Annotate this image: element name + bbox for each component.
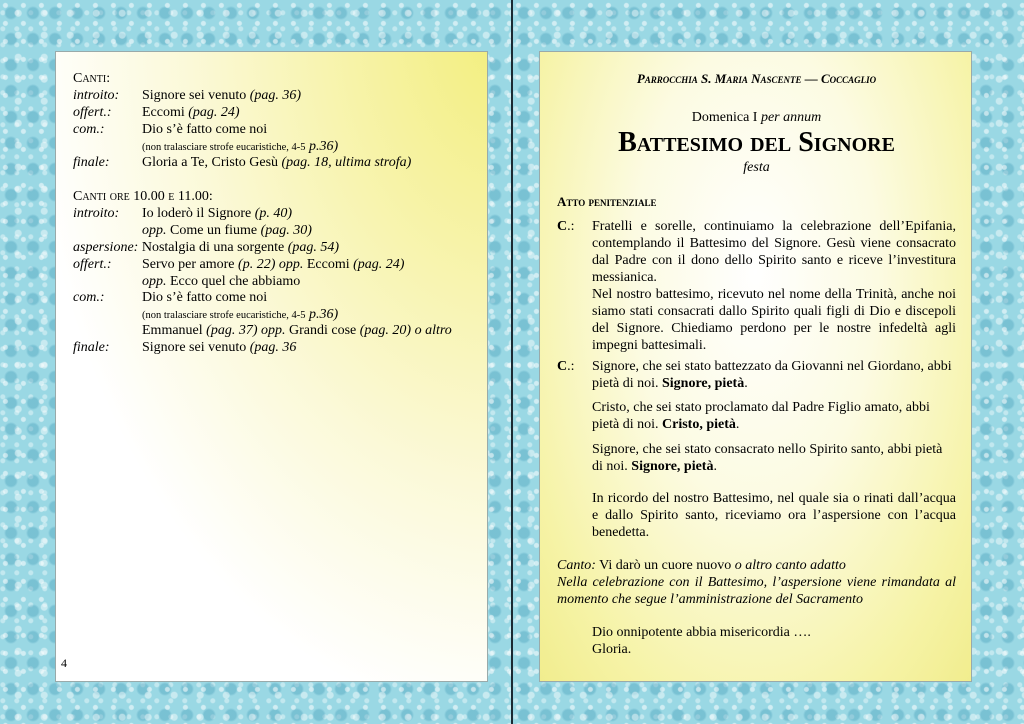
canto-line: Canto: Vi darò un cuore nuovo o altro canto adatto <box>557 558 846 573</box>
finale2-label: finale: <box>73 340 110 355</box>
invocation-1: Signore, che sei stato battezzato da Giovanni nel Giordano, abbi pietà di noi. Signore, pietà. <box>592 359 952 391</box>
eucharist-note-2: (non tralasciare strofe eucaristiche, 4-5 p.36) <box>142 307 339 322</box>
right-page <box>539 51 972 682</box>
page-number: 4 <box>61 656 67 670</box>
opp1-value: opp. Come un fiume (pag. 30) <box>142 223 312 238</box>
sunday-line: Domenica I per annum <box>691 110 822 125</box>
celebrant-label-1: C.: <box>557 219 575 234</box>
opp2-value: opp. Ecco quel che abbiamo <box>142 274 301 289</box>
com2-value: Dio s’è fatto come noi <box>142 290 268 305</box>
offert2-value: Servo per amore (p. 22) opp. Eccomi (pag. 24) <box>142 257 405 272</box>
feast-title: Battesimo del Signore <box>618 127 895 158</box>
festa-label: festa <box>743 160 770 175</box>
celebrant-label-2: C.: <box>557 359 575 374</box>
aspersion-intro: In ricordo del nostro Battesimo, nel quale sia o rinati dall’acqua e dallo Spirito santo, riceviamo ora l’aspersione con l’acqua benedetta. <box>592 491 956 540</box>
atto-heading: Atto penitenziale <box>557 194 657 209</box>
introito-value: Signore sei venuto (pag. 36) <box>142 88 302 103</box>
aspersione-row: aspersione: Nostalgia di una sorgente (pag. 54) <box>73 240 340 255</box>
finale-label: finale: <box>73 155 110 170</box>
absolution-line: Dio onnipotente abbia misericordia …. <box>592 625 811 640</box>
eucharist-note: (non tralasciare strofe eucaristiche, 4-5 p.36) <box>142 139 339 154</box>
com2-label: com.: <box>73 290 105 305</box>
intro-text-1: Fratelli e sorelle, continuiamo la celebrazione dell’Epifania, contemplando il Battesimo del Signore. Gesù viene consacrato dal Padre con il dono dello Spirito santo e riceve l’investitura messianica. <box>592 219 956 285</box>
spine-divider <box>511 0 513 724</box>
finale2-value: Signore sei venuto (pag. 36 <box>142 340 297 355</box>
gloria-line: Gloria. <box>592 642 632 657</box>
parish-header: Parrocchia S. Maria Nascente — Coccaglio <box>636 71 877 86</box>
left-page <box>55 51 488 682</box>
offert2-label: offert.: <box>73 257 112 272</box>
introito-label: introito: <box>73 88 120 103</box>
intro-text-2: Nel nostro battesimo, ricevuto nel nome della Trinità, anche noi siamo stati consacrati dallo Spirito quali figli di Dio e discepoli del Signore. Chiediamo perdono per le nostre infedeltà agli impegni battesimali. <box>592 287 956 353</box>
emmanuel-value: Emmanuel (pag. 37) opp. Grandi cose (pag. 20) o altro <box>142 323 452 338</box>
introito2-value: Io loderò il Signore (p. 40) <box>142 206 293 221</box>
finale-value: Gloria a Te, Cristo Gesù (pag. 18, ultima strofa) <box>142 155 412 170</box>
com-label: com.: <box>73 122 105 137</box>
offert-label: offert.: <box>73 105 112 120</box>
canti-ore-title: Canti ore 10.00 e 11.00: <box>73 189 213 204</box>
invocation-2: Cristo, che sei stato proclamato dal Padre Figlio amato, abbi pietà di noi. Cristo, pietà. <box>592 400 930 432</box>
rubric-text: Nella celebrazione con il Battesimo, l’aspersione viene rimandata al momento che segue l’amministrazione del Sacramento <box>557 575 956 607</box>
offert-value: Eccomi (pag. 24) <box>142 105 240 120</box>
com-value: Dio s’è fatto come noi <box>142 122 268 137</box>
invocation-3: Signore, che sei stato consacrato nello Spirito santo, abbi pietà di noi. Signore, pietà. <box>592 442 943 474</box>
canti-title: Canti: <box>73 71 111 86</box>
introito2-label: introito: <box>73 206 120 221</box>
